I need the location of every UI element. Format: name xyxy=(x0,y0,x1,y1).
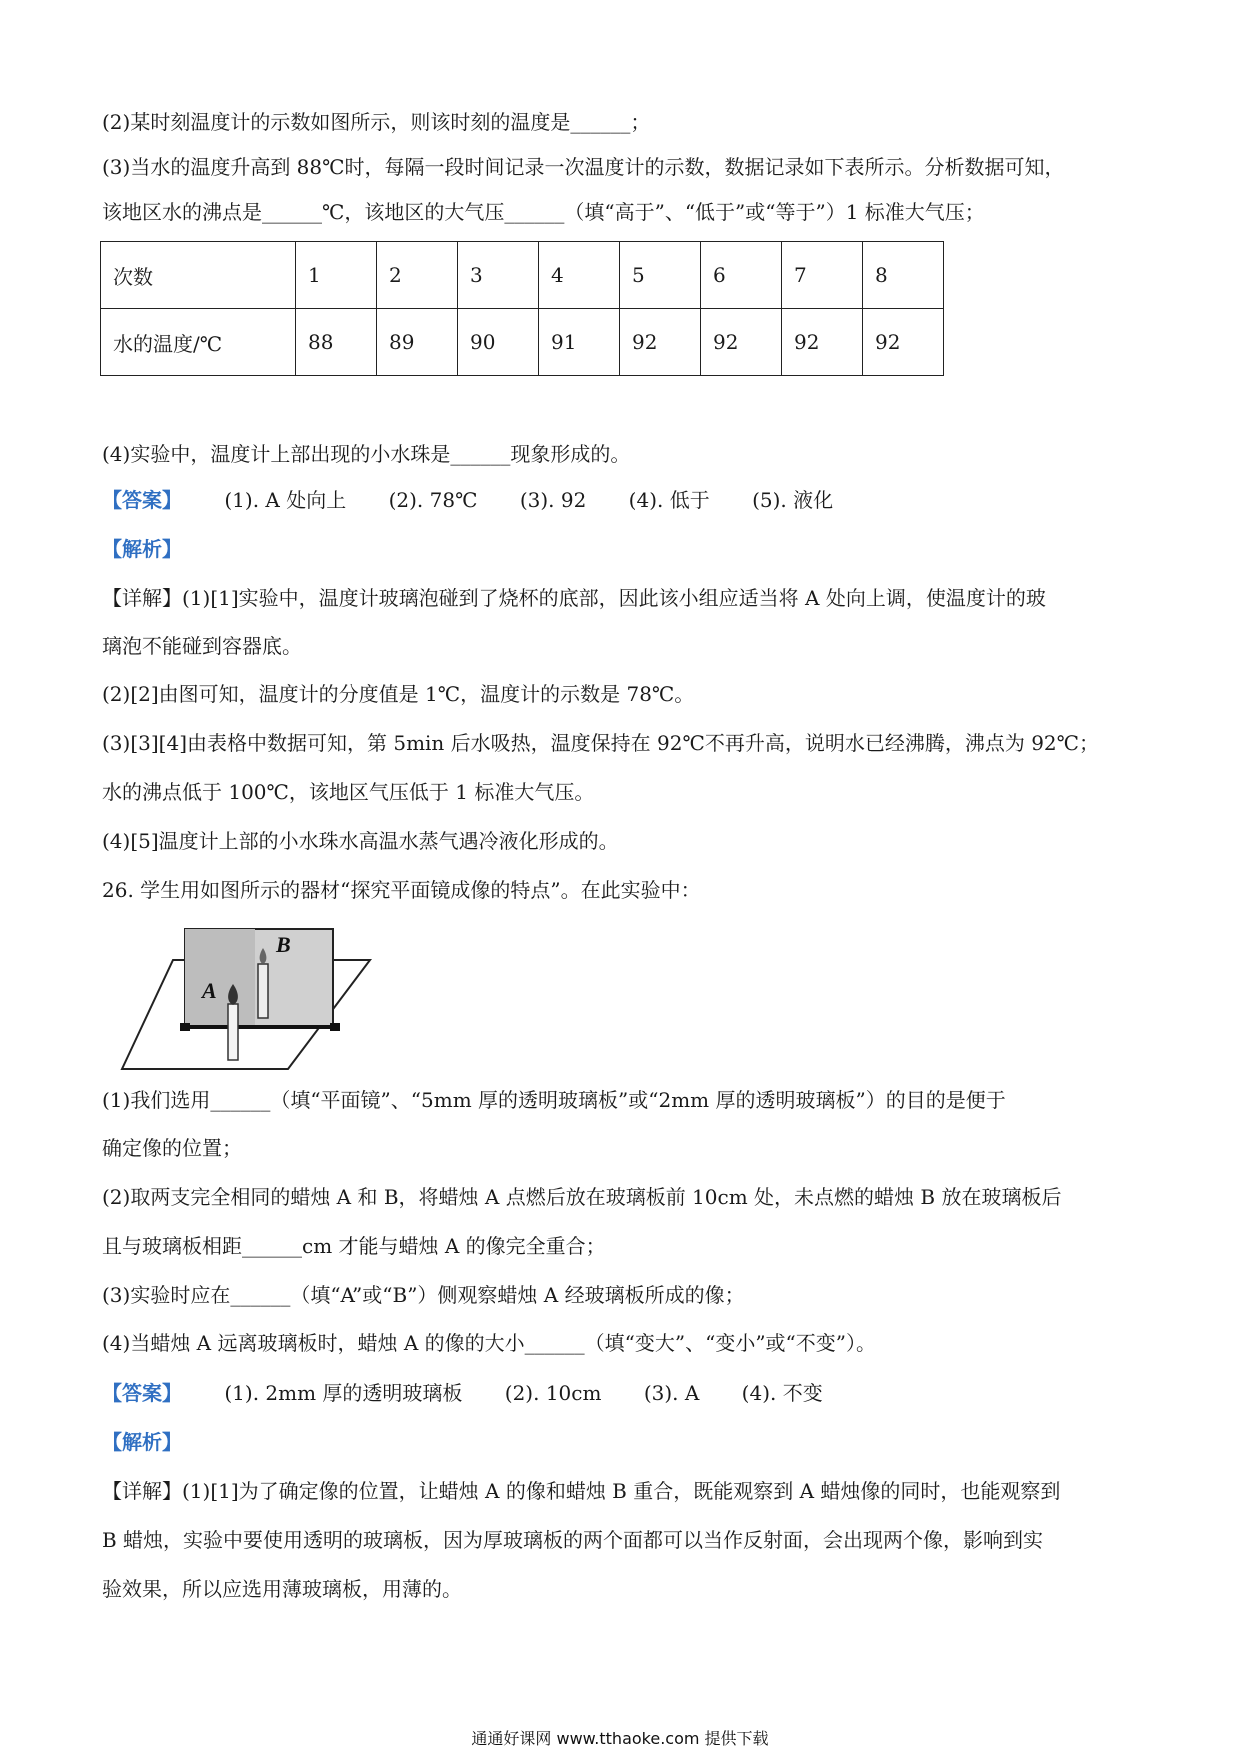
q26-stem: 26. 学生用如图所示的器材“探究平面镜成像的特点”。在此实验中： xyxy=(102,878,701,902)
page-footer: 通通好课网 www.tthaoke.com 提供下载 xyxy=(471,1729,769,1748)
answer-item: (2). 10cm xyxy=(504,1381,602,1405)
table-cell: 2 xyxy=(377,242,458,309)
table-cell: 7 xyxy=(782,242,863,309)
q26-part1-line1: (1)我们选用______（填“平面镜”、“5mm 厚的透明玻璃板”或“2mm 厚的透明玻璃板”）的目的是便于 xyxy=(102,1088,1006,1112)
answer-item: (3). A xyxy=(643,1381,700,1405)
q25-part4: (4)实验中，温度计上部出现的小水珠是______现象形成的。 xyxy=(102,442,631,466)
answer-label: 【答案】 xyxy=(102,488,182,512)
q26-detail1-line3: 验效果，所以应选用薄玻璃板，用薄的。 xyxy=(102,1577,462,1601)
table-cell: 92 xyxy=(782,309,863,376)
answer-item: (2). 78℃ xyxy=(388,488,478,512)
q25-part3-line2: 该地区水的沸点是______℃，该地区的大气压______（填“高于”、“低于”或“等于”）1 标准大气压； xyxy=(102,200,985,224)
table-cell: 8 xyxy=(863,242,944,309)
q25-detail3-line2: 水的沸点低于 100℃，该地区气压低于 1 标准大气压。 xyxy=(102,780,595,804)
answer-item: (3). 92 xyxy=(519,488,587,512)
table-cell: 3 xyxy=(458,242,539,309)
analysis-label: 【解析】 xyxy=(102,537,182,561)
label-b: B xyxy=(276,932,291,957)
detail-text: (1)[1]为了确定像的位置，让蜡烛 A 的像和蜡烛 B 重合，既能观察到 A 蜡烛像的同时，也能观察到 xyxy=(182,1479,1061,1503)
q26-part4: (4)当蜡烛 A 远离玻璃板时，蜡烛 A 的像的大小______（填“变大”、“变小”或“不变”）。 xyxy=(102,1331,876,1355)
table-header-cell: 次数 xyxy=(101,242,296,309)
q25-detail3-line1: (3)[3][4]由表格中数据可知，第 5min 后水吸热，温度保持在 92℃不再升高，说明水已经沸腾，沸点为 92℃； xyxy=(102,731,1100,755)
q26-detail1-line2: B 蜡烛，实验中要使用透明的玻璃板，因为厚玻璃板的两个面都可以当作反射面，会出现两个像，影响到实 xyxy=(102,1528,1044,1552)
q25-part2: (2)某时刻温度计的示数如图所示，则该时刻的温度是______； xyxy=(102,110,651,134)
q26-part3: (3)实验时应在______（填“A”或“B”）侧观察蜡烛 A 经玻璃板所成的像； xyxy=(102,1283,745,1307)
q26-detail1-line1 xyxy=(102,1477,1060,1505)
temperature-table xyxy=(100,241,944,376)
answer-item: (4). 不变 xyxy=(741,1381,823,1405)
answer-item: (5). 液化 xyxy=(752,488,834,512)
table-cell: 91 xyxy=(539,309,620,376)
table-cell: 89 xyxy=(377,309,458,376)
detail-label: 【详解】 xyxy=(102,586,182,610)
candle-a xyxy=(228,1004,238,1060)
q25-part3-line1: (3)当水的温度升高到 88℃时，每隔一段时间记录一次温度计的示数，数据记录如下表所示。分析数据可知， xyxy=(102,155,1065,179)
answer-label: 【答案】 xyxy=(102,1381,182,1405)
q26-answer-line xyxy=(102,1379,823,1407)
table-row xyxy=(101,242,944,309)
answer-item: (1). 2mm 厚的透明玻璃板 xyxy=(224,1381,463,1405)
mirror-experiment-figure xyxy=(118,926,378,1076)
detail-text: (1)[1]实验中，温度计玻璃泡碰到了烧杯的底部，因此该小组应适当将 A 处向上调，使温度计的玻 xyxy=(182,586,1046,610)
table-cell: 92 xyxy=(620,309,701,376)
q25-answer-line xyxy=(102,486,833,514)
glass-stand-right xyxy=(330,1023,340,1031)
glass-stand-left xyxy=(180,1023,190,1031)
q26-analysis-label xyxy=(102,1428,182,1456)
table-cell: 6 xyxy=(701,242,782,309)
table-cell: 90 xyxy=(458,309,539,376)
table-cell: 92 xyxy=(701,309,782,376)
table-header-cell: 水的温度/℃ xyxy=(101,309,296,376)
q25-detail4: (4)[5]温度计上部的小水珠水高温水蒸气遇冷液化形成的。 xyxy=(102,829,619,853)
q26-part2-line1: (2)取两支完全相同的蜡烛 A 和 B，将蜡烛 A 点燃后放在玻璃板前 10cm 处，未点燃的蜡烛 B 放在玻璃板后 xyxy=(102,1185,1062,1209)
q26-part1-line2: 确定像的位置； xyxy=(102,1136,242,1160)
q25-analysis-label xyxy=(102,535,182,563)
analysis-label: 【解析】 xyxy=(102,1430,182,1454)
label-a: A xyxy=(202,978,217,1003)
q25-detail2: (2)[2]由图可知，温度计的分度值是 1℃，温度计的示数是 78℃。 xyxy=(102,682,695,706)
answer-item: (1). A 处向上 xyxy=(224,488,347,512)
q26-part2-line2: 且与玻璃板相距______cm 才能与蜡烛 A 的像完全重合； xyxy=(102,1234,606,1258)
table-cell: 88 xyxy=(296,309,377,376)
q25-detail1-line1 xyxy=(102,584,1046,612)
table-cell: 4 xyxy=(539,242,620,309)
table-cell: 1 xyxy=(296,242,377,309)
answer-item: (4). 低于 xyxy=(628,488,710,512)
table-cell: 92 xyxy=(863,309,944,376)
table-cell: 5 xyxy=(620,242,701,309)
table-row xyxy=(101,309,944,376)
q25-detail1-line2: 璃泡不能碰到容器底。 xyxy=(102,634,302,658)
candle-b xyxy=(258,964,268,1018)
detail-label: 【详解】 xyxy=(102,1479,182,1503)
